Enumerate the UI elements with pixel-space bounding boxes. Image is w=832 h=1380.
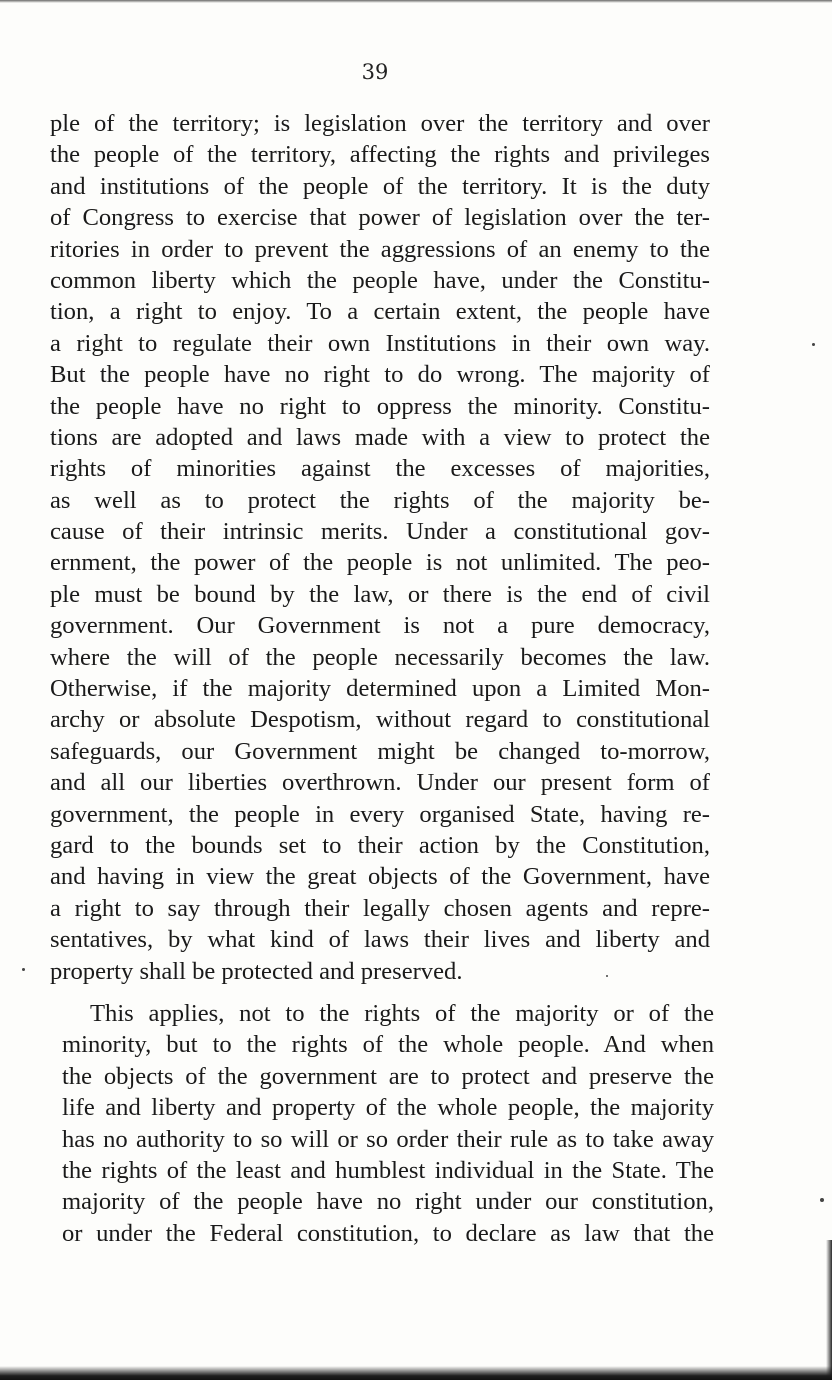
text-line: minority, but to the rights of the whole people. And when bbox=[62, 1031, 714, 1059]
text-line: a right to regulate their own Institutions in their own way. bbox=[50, 329, 710, 357]
page-number: 39 bbox=[361, 60, 389, 84]
text-line: or under the Federal constitution, to declare as law that the bbox=[62, 1219, 714, 1247]
text-line: gard to the bounds set to their action by the Constitution, bbox=[50, 831, 710, 859]
page-right-edge bbox=[826, 1240, 832, 1380]
text-line: sentatives, by what kind of laws their lives and liberty and bbox=[50, 926, 710, 954]
text-line: Otherwise, if the majority determined upon a Limited Mon- bbox=[50, 675, 710, 703]
text-line: tion, a right to enjoy. To a certain extent, the people have bbox=[50, 298, 710, 326]
text-line: tions are adopted and laws made with a view to protect the bbox=[50, 423, 710, 451]
text-line: life and liberty and property of the whole people, the majority bbox=[62, 1094, 714, 1122]
paragraph-1 bbox=[50, 108, 710, 987]
text-line: ernment, the power of the people is not unlimited. The peo- bbox=[50, 549, 710, 577]
text-line: property shall be protected and preserved. bbox=[50, 957, 463, 985]
text-line: a right to say through their legally chosen agents and repre- bbox=[50, 894, 710, 922]
text-line: where the will of the people necessarily becomes the law. bbox=[50, 643, 710, 671]
text-line: majority of the people have no right under our constitution, bbox=[62, 1188, 714, 1216]
text-line: government. Our Government is not a pure democracy, bbox=[50, 612, 710, 640]
ink-speck bbox=[820, 1198, 824, 1202]
page-bottom-edge bbox=[0, 1366, 832, 1380]
text-line: and having in view the great objects of the Government, have bbox=[50, 863, 710, 891]
ink-speck bbox=[812, 343, 815, 346]
text-line: the people have no right to oppress the minority. Constitu- bbox=[50, 392, 710, 420]
paragraph-2 bbox=[62, 998, 714, 1249]
text-line: the rights of the least and humblest individual in the State. The bbox=[62, 1156, 714, 1184]
ink-speck bbox=[22, 968, 25, 971]
text-line: and institutions of the people of the territory. It is the duty bbox=[50, 172, 710, 200]
text-line: the objects of the government are to protect and preserve the bbox=[62, 1062, 714, 1090]
text-line: ritories in order to prevent the aggressions of an enemy to the bbox=[50, 235, 710, 263]
text-line: ple of the territory; is legislation over the territory and over bbox=[50, 110, 710, 137]
text-line: government, the people in every organised State, having re- bbox=[50, 800, 710, 828]
text-line: has no authority to so will or so order their rule as to take away bbox=[62, 1125, 714, 1153]
text-line: common liberty which the people have, under the Constitu- bbox=[50, 266, 710, 294]
page-top-edge bbox=[0, 0, 832, 3]
text-line: and all our liberties overthrown. Under our present form of bbox=[50, 769, 710, 797]
text-line: But the people have no right to do wrong. The majority of bbox=[50, 361, 710, 389]
text-line: of Congress to exercise that power of legislation over the ter- bbox=[50, 204, 710, 232]
text-line: safeguards, our Government might be changed to-morrow, bbox=[50, 737, 710, 765]
text-line: archy or absolute Despotism, without regard to constitutional bbox=[50, 706, 710, 734]
text-line: as well as to protect the rights of the majority be- bbox=[50, 486, 710, 514]
text-line: the people of the territory, affecting the rights and privileges bbox=[50, 141, 710, 169]
text-line: rights of minorities against the excesses of majorities, bbox=[50, 455, 710, 483]
text-line: This applies, not to the rights of the majority or of the bbox=[90, 1000, 714, 1027]
text-line: cause of their intrinsic merits. Under a constitutional gov- bbox=[50, 518, 710, 546]
text-line: ple must be bound by the law, or there is the end of civil bbox=[50, 580, 710, 608]
